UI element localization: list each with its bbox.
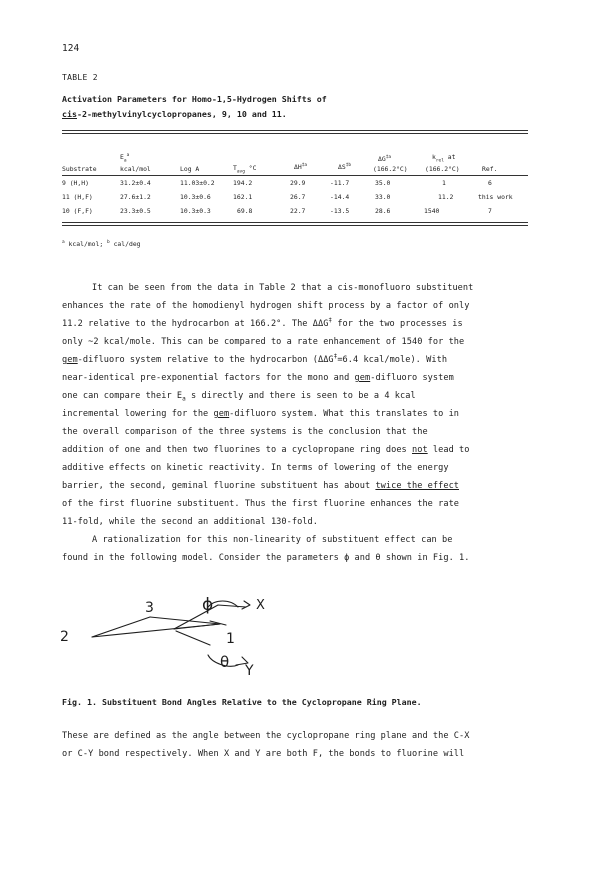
figure-caption: Fig. 1. Substituent Bond Angles Relative to the Cyclopropane Ring Plane. <box>62 697 422 707</box>
header-loga: Log A <box>180 165 200 173</box>
table-top-rule <box>62 130 528 131</box>
header-ds: ΔS$^{\ddagger b}$ <box>338 162 352 171</box>
caption-rest: -2-methylvinylcyclopropanes, 9, 10 and 11. <box>77 109 287 119</box>
table-top-rule-2 <box>62 133 528 134</box>
header-dh: ΔH$^{\ddagger a}$ <box>294 162 308 171</box>
label-2: 2 <box>60 629 69 645</box>
label-theta: θ <box>220 653 230 671</box>
header-substrate: Substrate <box>62 165 97 173</box>
table-footnote: $^a$ kcal/mol; $^b$ cal/deg <box>62 239 141 248</box>
header-tavg: $T_{avg}$ °C <box>233 164 257 175</box>
table-header-rule <box>62 175 528 176</box>
page-number: 124 <box>62 43 80 54</box>
header-ea-symbol: $E_a^a$ <box>120 152 130 164</box>
label-3: 3 <box>145 600 154 616</box>
table-caption-line1: Activation Parameters for Homo-1,5-Hydrogen Shifts of <box>62 94 327 104</box>
figure-1-diagram <box>50 585 310 690</box>
table-bottom-rule-2 <box>62 225 528 226</box>
table-bottom-rule <box>62 222 528 223</box>
header-krel: (166.2°C) <box>425 165 460 173</box>
header-ea: kcal/mol <box>120 165 151 173</box>
header-krel-symbol: $k_{rel}$ at <box>432 153 456 164</box>
label-x: X <box>256 598 265 613</box>
header-ref: Ref. <box>482 165 498 173</box>
table-label: TABLE 2 <box>62 73 98 82</box>
label-y: Y <box>245 663 254 679</box>
label-phi: ϕ <box>202 595 214 615</box>
header-dg-symbol: ΔG$^{\ddagger a}$ <box>378 154 392 163</box>
phi-arrow <box>242 601 250 609</box>
cis-prefix: cis <box>62 109 77 119</box>
label-1: 1 <box>226 631 235 647</box>
bond-c-y-start <box>176 631 210 645</box>
table-caption-line2 <box>62 109 287 119</box>
header-dg: (166.2°C) <box>373 165 408 173</box>
